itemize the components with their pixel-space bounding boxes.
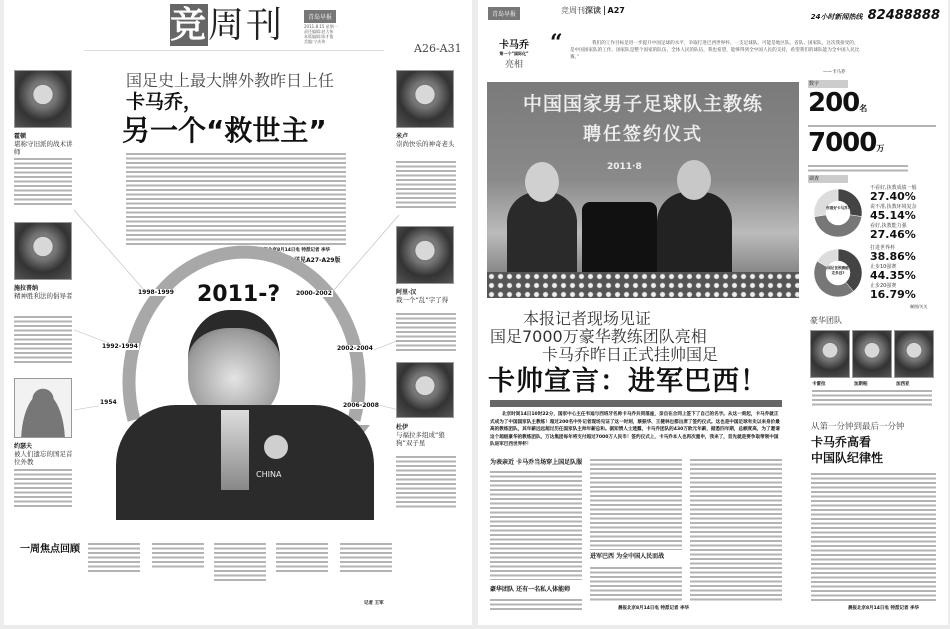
section-name-bold: 深读 [585, 5, 601, 15]
hotline [811, 4, 940, 23]
review-column [340, 542, 392, 572]
review-column [88, 542, 140, 572]
coach-name: 米卢 [396, 133, 409, 140]
paper-logo: 青岛早报 [304, 10, 336, 23]
camacho-photo [116, 310, 374, 520]
coach-bio [396, 160, 456, 210]
poll-option [870, 245, 916, 263]
article-column [490, 598, 582, 612]
paper-logo: 青岛早报 [488, 7, 520, 20]
timeline-label: 1992-1994 [102, 343, 138, 350]
poll-option [870, 223, 916, 241]
side-story-title1: 卡马乔高看 [811, 435, 872, 449]
timeline-label: 2000-2002 [296, 290, 332, 297]
review-signature: 记者 王军 [364, 601, 384, 606]
poll-question: 你看好卡马乔? [826, 206, 850, 210]
coach-subtitle: 堪称守旧派的战术讲师 [14, 140, 73, 156]
timeline-label: 1998-1999 [138, 289, 174, 296]
poll-chart [808, 185, 943, 243]
poll-option-label: 止步10强赛 [870, 264, 897, 270]
masthead-rest: 周刊 [208, 5, 285, 46]
coach-caption [396, 287, 460, 304]
dateline: 晨报北京8月14日电 特派记者 李华 [618, 606, 690, 611]
see-more-link[interactable]: 详见A27-A29版 [294, 257, 341, 264]
poll-option-value: 27.46% [870, 228, 916, 241]
team-bios [812, 389, 932, 407]
coach-photo-haan [396, 226, 454, 284]
coach-photo-silhouette [14, 378, 72, 438]
coach-name: 约瑟夫 [14, 443, 33, 450]
intro-block [488, 36, 540, 70]
team-title: 豪华团队 [810, 316, 842, 325]
signing-ceremony-photo [487, 82, 799, 298]
hotline-number: 82488888 [867, 8, 940, 23]
coach-subtitle: 精神胜利法的倡导者 [14, 292, 73, 300]
poll-question: 国足世预赛能走多远? [827, 266, 849, 275]
subhead: 豪华团队 还有一名私人体能师 [490, 586, 571, 593]
left-newspaper-page [4, 0, 472, 625]
subhead: 为表亲近 卡马乔当场穿上国足队服 [490, 459, 583, 466]
poll-option [870, 204, 917, 222]
coach-caption [14, 131, 76, 156]
lead-paragraph: 北京时间14日10时22分，国家中心主任韦迪与西班牙名帅卡马乔共同落座，亲自在合同上签下了自己的名字。从这一刻起，卡马乔就正式成为了中国国家队主教练！超过200名中外记者现场见证了这一时刻，蔡振华、王健林也都出席了签约仪式。这也是中国足球有史以来身价最高的教练团队，其年薪远远超过历任国家队主帅年薪总和。据知情人士透露，卡马乔团队的430万欧元年薪，据悉四年期，总额度高，为了邀请这个超级豪华的教练团队，万达集团每年将支付超过7000万人民币！签约仪式上，卡马乔本人也再次重申，我来了，首先就是要争取带领中国队进军巴西世界杯！ [490, 412, 780, 447]
poll-slice [814, 215, 861, 237]
coach-bio [396, 312, 456, 352]
number-desc [808, 124, 936, 128]
intro-action: 亮相 [504, 60, 523, 70]
coach-name: 杜伊 [396, 424, 409, 431]
headline-kicker: 国足史上最大牌外教昨日上任 [126, 71, 335, 90]
coach-name: 霍顿 [14, 133, 27, 140]
quote-author: ——卡马乔 [823, 70, 846, 75]
right-newspaper-page [478, 0, 948, 625]
poll-option-value: 16.79% [870, 288, 916, 301]
page-range: A26-A31 [414, 42, 462, 55]
coach-photo-schlappner [14, 222, 72, 280]
headline-line2: 另一个“救世主” [122, 114, 327, 147]
number-unit: 名 [859, 104, 868, 113]
issue-designer: 美编:宁庆伟 [304, 39, 326, 44]
coach-name: 阿里·汉 [396, 289, 417, 296]
coach-subtitle: 与福拉多组成“狼狗”双子星 [396, 431, 445, 447]
timeline-center-label: 2011-? [197, 282, 281, 307]
timeline-label: 1954 [100, 399, 117, 406]
review-column [276, 542, 328, 574]
coach-caption [14, 283, 76, 300]
team-member-photo [810, 330, 850, 378]
team-member-name: 卡雷拉 [812, 382, 826, 387]
article-column [490, 470, 582, 580]
coach-bio [14, 315, 72, 363]
coach-subtitle: 崇尚快乐的神奇老头 [396, 140, 455, 148]
jacket-text: CHINA [256, 470, 282, 479]
section-header [561, 5, 625, 16]
coach-caption [14, 441, 76, 466]
coach-caption [396, 131, 460, 148]
team-member-name: 加西亚 [896, 382, 910, 387]
side-story-title2: 中国队纪律性 [811, 451, 884, 465]
article-column [690, 458, 782, 603]
team-member-photo [894, 330, 934, 378]
headline-line1: 本报记者现场见证 [523, 309, 652, 328]
headline-bar [490, 400, 782, 407]
poll-slice [838, 189, 862, 217]
number-unit: 万 [876, 144, 885, 153]
section-name: 竞周刊 [561, 6, 585, 15]
dateline: 晨报北京8月14日电 特派记者 李华 [848, 606, 920, 611]
issue-editor: 责任编辑:赵大伟 [304, 29, 334, 34]
issue-page-editor: 本版编辑:陈才俊 [304, 34, 334, 39]
poll-option [870, 283, 916, 301]
number-value: 7000 [808, 128, 877, 158]
subhead: 进军巴西 为全中国人民而战 [590, 553, 665, 560]
coach-photo-houghton [14, 70, 72, 128]
coach-bio [14, 157, 72, 207]
number-value: 200 [808, 88, 860, 118]
intro-name: 卡马乔 [499, 40, 529, 51]
banner-line2: 聘任签约仪式 [583, 124, 703, 145]
intro-subtitle: 第一个“国际化” [499, 51, 529, 56]
numbers-label: 数字 [808, 80, 848, 88]
coach-bio [396, 455, 456, 510]
numbers-panel [808, 80, 943, 172]
poll-option-label: 不看好,执教成绩一般 [870, 185, 917, 191]
headline-line1: 卡马乔， [126, 91, 203, 113]
coach-name: 施拉普纳 [14, 285, 39, 292]
number-item [808, 128, 943, 164]
number-item [808, 88, 943, 124]
poll-option-label: 说不准,执教环境复杂 [870, 204, 917, 210]
banner-date: 2011·8 [607, 162, 642, 172]
poll-option-value: 45.14% [870, 209, 916, 222]
poll-chart [808, 245, 943, 303]
review-column [152, 542, 204, 570]
article-byline: 晨报北京8月14日电 特派记者 李华 [259, 248, 331, 253]
coach-bio [14, 468, 72, 508]
poll-option-value: 44.35% [870, 269, 916, 282]
poll-option-label: 止步20强赛 [870, 283, 897, 289]
coach-photo-duje [396, 362, 454, 418]
headline-line3: 卡马乔昨日正式挂帅国足 [542, 345, 719, 364]
side-story-body [811, 472, 936, 602]
poll-option-label: 看好,执教能力强 [870, 223, 907, 229]
poll-option-label: 打进世界杯 [870, 245, 896, 251]
coach-photo-milutinovic [396, 70, 454, 128]
coach-caption [396, 422, 460, 447]
poll-option-value: 38.86% [870, 250, 916, 263]
poll-option-value: 27.40% [870, 190, 916, 203]
article-column [590, 458, 682, 550]
banner-line1: 中国国家男子足球队主教练 [522, 93, 763, 115]
issue-date: 2011.8.15 星期一 [304, 24, 338, 29]
team-member-photo [852, 330, 892, 378]
poll-label: 调查 [808, 175, 848, 183]
number-desc [808, 164, 908, 172]
side-story-kicker: 从第一分钟到最后一分钟 [811, 422, 905, 432]
weekly-review-title: 一周焦点回顾 [20, 544, 80, 555]
team-member-name: 加斯帕 [854, 382, 868, 387]
coach-subtitle: 被人们遗忘的国足首位外教 [14, 450, 73, 466]
masthead-first-char: 竞 [170, 4, 209, 46]
poll-source: 制图/关关 [910, 304, 928, 309]
coach-subtitle: 栽一个“乱”字了得 [396, 296, 449, 304]
article-column [590, 566, 682, 602]
headline-main: 卡帅宣言：进军巴西！ [488, 366, 768, 397]
page-number: A27 [604, 6, 625, 15]
quote-mark-icon: “ [550, 30, 563, 56]
poll-option [870, 185, 917, 203]
timeline-label: 2006-2008 [343, 402, 379, 409]
poll-slice [814, 189, 838, 217]
poll-option [870, 264, 916, 282]
timeline-label: 2002-2004 [337, 345, 373, 352]
headline-line2: 国足7000万豪华教练团队亮相 [490, 327, 707, 346]
review-column [214, 542, 266, 582]
quote-text: 我们的工作目标是进一步提升中国足球的水平，争取打进巴西世界杯。一支足球队，可能是地区队、省队、国家队，这次我接受的，是中国国家队的工作。国家队是整个国家的队伍，全体人民的队伍，我也希望，能够得到全中国人民的支持，希望我们的球队能为全中国人民比赛。” [570, 41, 860, 60]
hotline-label: 24小时新闻热线 [810, 13, 863, 21]
